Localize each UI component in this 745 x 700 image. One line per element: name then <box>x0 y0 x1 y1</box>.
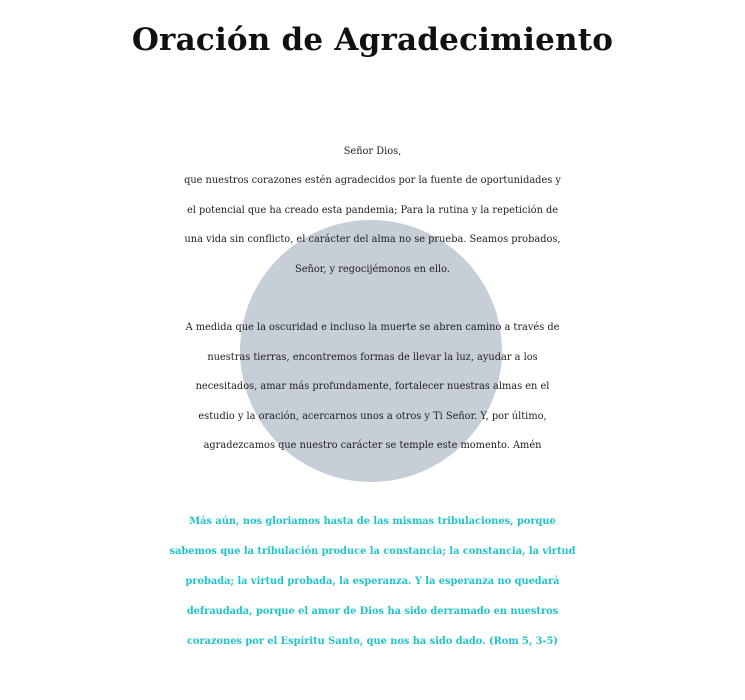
prayer-line: una vida sin conflicto, el carácter del alma no se prueba. Seamos probados, <box>184 234 561 246</box>
prayer-line: estudio y la oración, acercarnos unos a otros y Ti Señor. Y, por último, <box>198 410 547 422</box>
prayer-line: Señor, y regocijémonos en ello. <box>295 263 450 275</box>
prayer-paragraph-2 <box>0 313 745 460</box>
verse-line: corazones por el Espíritu Santo, que nos ha sido dado. (Rom 5, 3-5) <box>186 635 559 647</box>
bible-verse <box>0 507 745 656</box>
prayer-line: que nuestros corazones estén agradecidos por la fuente de oportunidades y <box>184 175 561 187</box>
prayer-line: el potencial que ha creado esta pandemia; Para la rutina y la repetición de <box>186 204 559 216</box>
prayer-paragraph-1 <box>0 137 745 284</box>
verse-paragraph <box>0 507 745 656</box>
verse-line: Más aún, nos gloriamos hasta de las mismas tribulaciones, porque <box>189 516 556 528</box>
prayer-line: A medida que la oscuridad e incluso la muerte se abren camino a través de <box>185 322 560 334</box>
prayer-line: nuestras tierras, encontremos formas de llevar la luz, ayudar a los <box>207 351 538 363</box>
verse-line: sabemos que la tribulación produce la constancia; la constancia, la virtud <box>169 546 576 558</box>
verse-line: probada; la virtud probada, la esperanza. Y la esperanza no quedará <box>185 576 560 588</box>
page-title: Oración de Agradecimiento <box>131 22 614 58</box>
prayer-line: agradezcamos que nuestro carácter se temple este momento. Amén <box>203 440 542 452</box>
verse-line: defraudada, porque el amor de Dios ha sido derramado en nuestros <box>186 605 559 617</box>
prayer-line: necesitados, amar más profundamente, fortalecer nuestras almas en el <box>195 381 550 393</box>
prayer-text <box>0 137 745 460</box>
prayer-line: Señor Dios, <box>343 146 402 157</box>
